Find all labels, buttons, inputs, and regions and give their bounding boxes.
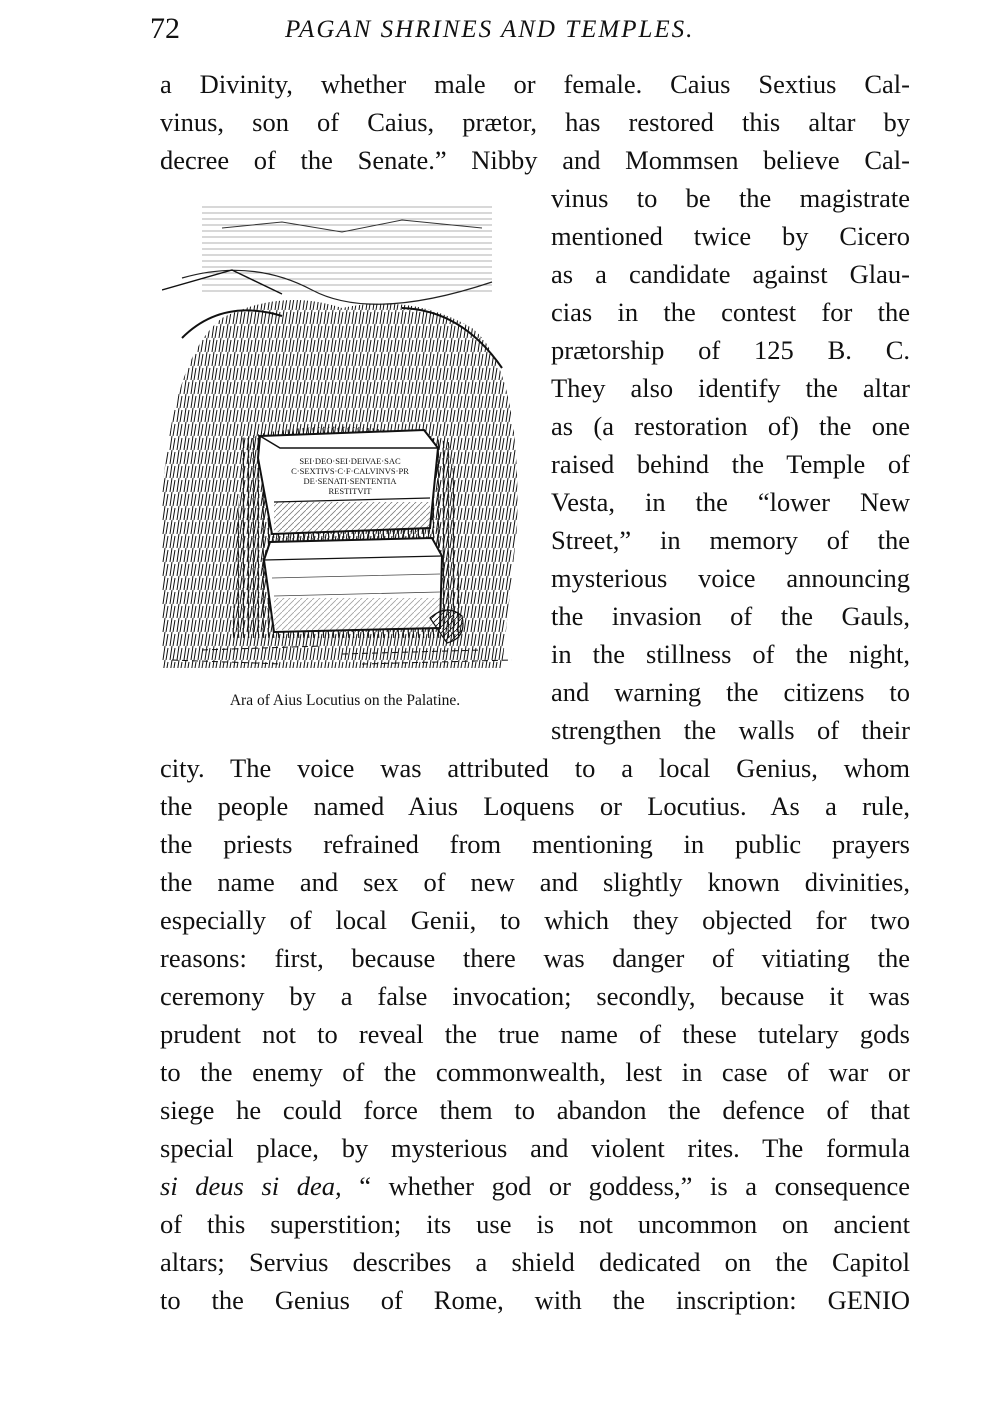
inscription-line: DE·SENATI·SENTENTIA (303, 476, 397, 486)
altar-illustration (162, 198, 522, 668)
text-line: prudent not to reveal the true name of these tutelary gods (160, 1019, 910, 1049)
text-line: city. The voice was attributed to a local Genius, whom (160, 753, 910, 783)
figure-caption: Ara of Aius Locutius on the Palatine. (229, 692, 461, 709)
altar-base-block (264, 538, 442, 632)
text-line: the name and sex of new and slightly known divinities, (160, 867, 910, 897)
text-line: in the stillness of the night, (551, 639, 910, 669)
text-line: as a candidate against Glau- (551, 259, 910, 289)
text-line: the priests refrained from mentioning in public prayers (160, 829, 910, 859)
text-line: prætorship of 125 B. C. (551, 335, 910, 365)
text-line: as (a restoration of) the one (551, 411, 910, 441)
inscription-line: C·SEXTIVS·C·F·CALVINVS·PR (291, 466, 409, 476)
inscription-line: SEI·DEO·SEI·DEIVAE·SAC (299, 456, 401, 466)
text-line: raised behind the Temple of (551, 449, 910, 479)
text-line: cias in the contest for the (551, 297, 910, 327)
text-line: They also identify the altar (551, 373, 910, 403)
text-line: especially of local Genii, to which they objected for two (160, 905, 910, 935)
text-line: of this superstition; its use is not uncommon on ancient (160, 1209, 910, 1239)
text-line: Street,” in memory of the (551, 525, 910, 555)
text-line: mysterious voice announcing (551, 563, 910, 593)
text-line: reasons: first, because there was danger of vitiating the (160, 943, 910, 973)
text-line: to the Genius of Rome, with the inscription: GENIO (160, 1285, 910, 1315)
text-line: vinus to be the magistrate (551, 183, 910, 213)
ruined-wall (162, 206, 492, 304)
text-line: Vesta, in the “lower New (551, 487, 910, 517)
text-line: decree of the Senate.” Nibby and Mommsen believe Cal- (160, 145, 910, 175)
text-line: the people named Aius Loquens or Locutius. As a rule, (160, 791, 910, 821)
text-line: a Divinity, whether male or female. Caius Sextius Cal- (160, 69, 910, 99)
altar-top-block (258, 430, 438, 534)
running-head (150, 12, 910, 52)
page-number: 72 (150, 12, 180, 45)
running-title: PAGAN SHRINES AND TEMPLES. (285, 16, 695, 43)
text-line: and warning the citizens to (551, 677, 910, 707)
text-line: strengthen the walls of their (551, 715, 910, 745)
text-line: mentioned twice by Cicero (551, 221, 910, 251)
inscription-line: RESTITVIT (328, 486, 372, 496)
text-line: to the enemy of the commonwealth, lest in case of war or (160, 1057, 910, 1087)
text-line: ceremony by a false invocation; secondly, because it was (160, 981, 910, 1011)
latin-formula: si deus si dea, (160, 1171, 342, 1201)
text-line: siege he could force them to abandon the defence of that (160, 1095, 910, 1125)
formula-translation: “ whether god or goddess,” is a consequence (359, 1171, 911, 1201)
text-line (160, 1170, 910, 1202)
text-line: vinus, son of Caius, prætor, has restored this altar by (160, 107, 910, 137)
text-line: altars; Servius describes a shield dedicated on the Capitol (160, 1247, 910, 1277)
text-line: the invasion of the Gauls, (551, 601, 910, 631)
text-line: special place, by mysterious and violent rites. The formula (160, 1133, 910, 1163)
